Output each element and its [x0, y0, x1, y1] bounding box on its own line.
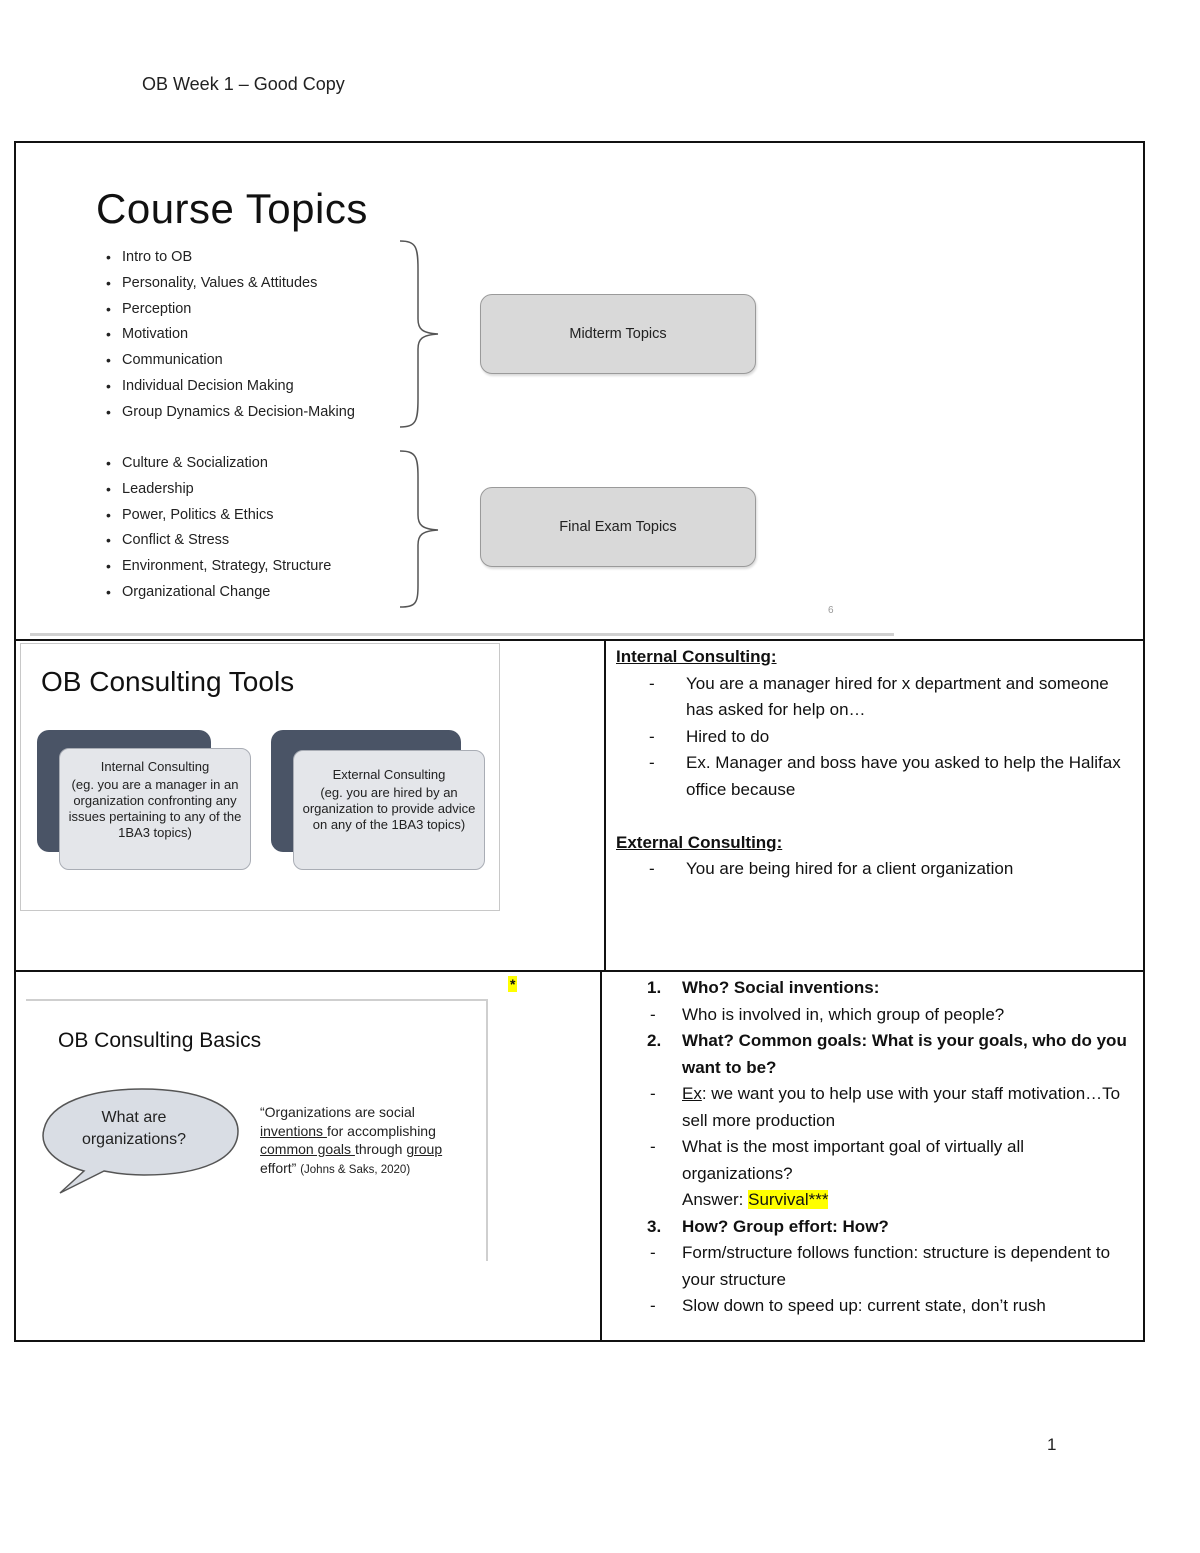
item-number: 1.: [647, 978, 662, 997]
slide-title-consulting-tools: OB Consulting Tools: [41, 666, 295, 697]
list-item: • Personality, Values & Attitudes: [106, 271, 355, 297]
bubble-text: What are organizations?: [81, 1109, 187, 1148]
quote-text: for accomplishing: [326, 1122, 436, 1139]
external-consulting-card: [293, 750, 485, 870]
final-exam-topics-box: Final Exam Topics: [480, 487, 756, 567]
list-item: • Organizational Change: [106, 580, 331, 606]
list-item: [616, 975, 1138, 1002]
list-item: - Ex. Manager and boss have you asked to help the Halifax office because: [649, 753, 1121, 799]
item-number: 3.: [647, 1216, 662, 1236]
row-divider-1: [16, 639, 1143, 641]
note-text: What? Common goals: What is your goals, who do you want to be?: [682, 1031, 1127, 1077]
list-item: - Hired to do: [649, 726, 770, 746]
quote-citation: (Johns & Saks, 2020): [300, 1163, 411, 1176]
note-text: What is the most important goal of virtually all organizations?: [682, 1137, 1025, 1183]
slide-ob-consulting-tools: [20, 643, 500, 911]
list-item: - Who is involved in, which group of people?: [650, 1004, 1005, 1024]
list-item: • Environment, Strategy, Structure: [106, 554, 331, 580]
answer-label: Answer:: [682, 1190, 749, 1209]
note-text: Who? Social inventions:: [682, 978, 880, 997]
note-text: Form/structure follows function: structure is dependent to your structure: [682, 1243, 1111, 1289]
list-item: • Motivation: [106, 322, 355, 348]
item-number: 2.: [647, 1031, 662, 1050]
note-text: Slow down to speed up: current state, don’t rush: [682, 1296, 1046, 1315]
quote-underline: group: [406, 1141, 443, 1157]
list-item: • Communication: [106, 348, 355, 374]
list-item: • Individual Decision Making: [106, 374, 355, 400]
note-text: Ex. Manager and boss have you asked to help the Halifax office because: [686, 753, 1121, 799]
consulting-notes: [616, 644, 1136, 883]
note-text: How? Group effort: How?: [682, 1216, 889, 1236]
page-number: 1: [1047, 1435, 1057, 1454]
column-divider-1: [604, 640, 606, 971]
quote-underline: inventions: [260, 1122, 327, 1139]
slide-ob-consulting-basics: [26, 999, 488, 1261]
slide-title-consulting-basics: OB Consulting Basics: [58, 1029, 262, 1052]
highlight-star: *: [510, 976, 516, 992]
slide-number: 6: [828, 605, 834, 616]
internal-consulting-card: [59, 748, 251, 870]
slide-title-course-topics: Course Topics: [96, 185, 368, 232]
list-item: - You are a manager hired for x department and someone has asked for help on…: [649, 673, 1109, 719]
notes-table: [14, 141, 1145, 1342]
slide-right-edge: [486, 999, 488, 1261]
list-item: - Ex: we want you to help use with your staff motivation…To sell more production: [650, 1084, 1121, 1130]
list-item: - What is the most important goal of virtually all organizations? Answer: Survival***: [650, 1137, 1025, 1209]
quote-text: through: [354, 1141, 407, 1157]
note-text: You are being hired for a client organization: [686, 859, 1014, 878]
quote-text: effort”: [260, 1159, 301, 1176]
quote-text: “Organizations are social: [260, 1104, 415, 1120]
answer-value: Survival***: [748, 1190, 829, 1209]
external-consulting-body: (eg. you are hired by an organization to provide advice on any of the 1BA3 topics): [302, 785, 476, 832]
list-item: • Conflict & Stress: [106, 528, 331, 554]
final-topic-list: [106, 451, 331, 606]
list-item: • Perception: [106, 297, 355, 323]
list-item: • Leadership: [106, 477, 331, 503]
list-item: • Culture & Socialization: [106, 451, 331, 477]
list-item: [616, 1028, 1138, 1081]
midterm-topic-list: [106, 245, 355, 426]
row-divider-2: [16, 970, 1143, 972]
midterm-brace-icon: [398, 239, 448, 429]
note-text: : we want you to help use with your staff motivation…To sell more production: [682, 1084, 1121, 1130]
list-item: • Intro to OB: [106, 245, 355, 271]
final-brace-icon: [398, 449, 448, 609]
external-consulting-title: External Consulting: [332, 767, 446, 782]
list-item: • Group Dynamics & Decision-Making: [106, 400, 355, 426]
internal-consulting-heading: Internal Consulting:: [616, 647, 777, 666]
midterm-topics-box: Midterm Topics: [480, 294, 756, 374]
external-consulting-heading: External Consulting:: [616, 832, 783, 852]
list-item: - Slow down to speed up: current state, don’t rush: [650, 1296, 1046, 1315]
slide-top-edge: [26, 999, 486, 1001]
column-divider-2: [600, 971, 602, 1342]
basics-notes: [616, 975, 1138, 1320]
quote-underline: common goals: [260, 1141, 355, 1157]
note-text: Who is involved in, which group of people?: [682, 1004, 1005, 1024]
list-item: • Power, Politics & Ethics: [106, 503, 331, 529]
document-header: OB Week 1 – Good Copy: [142, 74, 345, 94]
list-item: - Form/structure follows function: structure is dependent to your structure: [650, 1243, 1111, 1289]
list-item: [616, 1214, 1138, 1241]
internal-consulting-body: (eg. you are a manager in an organization confronting any issues pertaining to any of the 1BA3 topics): [68, 777, 242, 840]
list-item: - You are being hired for a client organization: [649, 859, 1014, 878]
internal-consulting-title: Internal Consulting: [100, 759, 210, 774]
note-text: Ex: [682, 1084, 702, 1103]
note-text: You are a manager hired for x department and someone has asked for help on…: [686, 673, 1109, 719]
organization-definition-quote: [260, 1103, 480, 1179]
slide-bottom-edge: [30, 633, 894, 636]
note-text: Hired to do: [686, 726, 770, 746]
